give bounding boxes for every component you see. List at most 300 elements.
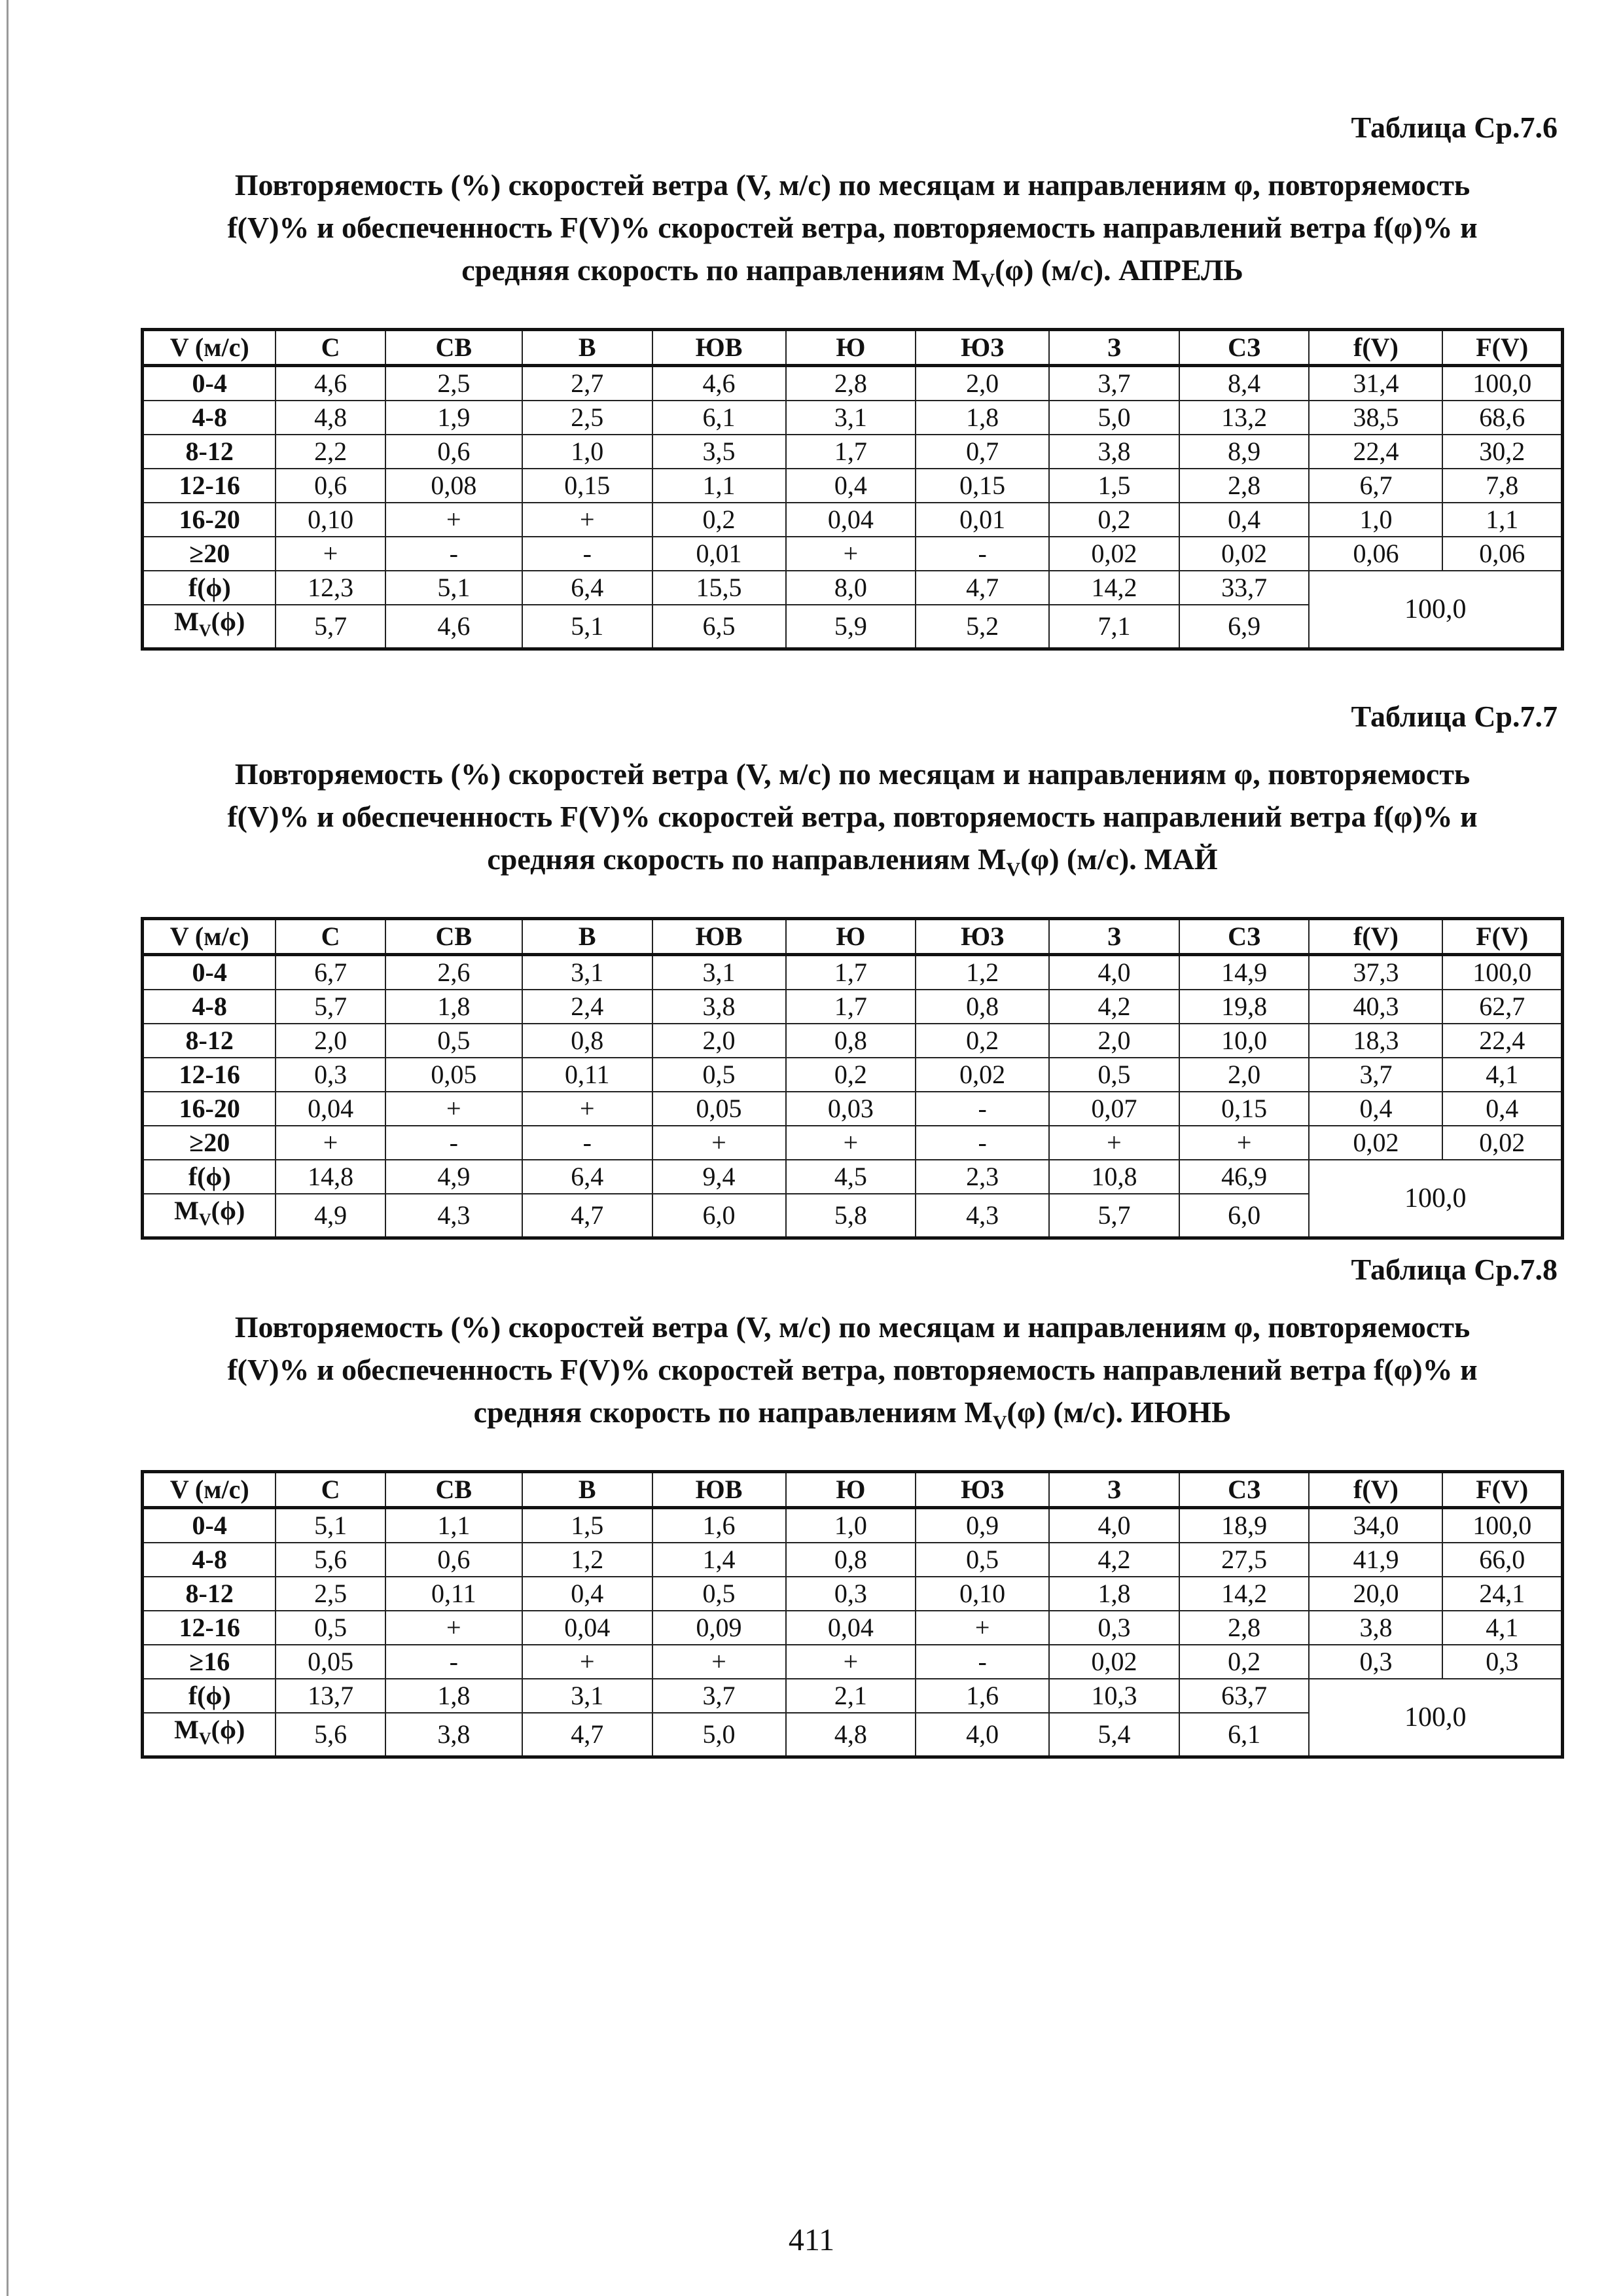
table-cell: 5,9: [786, 605, 916, 649]
table-cell: 2,0: [652, 1024, 786, 1058]
column-header: V (м/с): [143, 330, 276, 366]
row-header: 12-16: [143, 1058, 276, 1092]
column-header: С: [276, 1472, 385, 1508]
table-cell: 5,7: [276, 990, 385, 1024]
table-cell: 1,4: [652, 1543, 786, 1577]
table-cell: 0,02: [1049, 537, 1179, 571]
column-header: З: [1049, 919, 1179, 955]
table-cell: 5,0: [1049, 401, 1179, 435]
table-caption: [141, 1306, 1564, 1444]
table-cell: 5,1: [385, 571, 522, 605]
table-cell: 0,02: [1179, 537, 1310, 571]
row-header: ≥20: [143, 1126, 276, 1160]
row-header-part: (ϕ): [211, 607, 245, 637]
table-cell: +: [385, 503, 522, 537]
table-cell: 7,1: [1049, 605, 1179, 649]
table-cell: 38,5: [1309, 401, 1442, 435]
table-caption: [141, 753, 1564, 891]
table-cell: 12,3: [276, 571, 385, 605]
table-cell: -: [385, 1645, 522, 1679]
row-header-part: (ϕ): [211, 1715, 245, 1745]
row-header-part: (ϕ): [211, 1196, 245, 1226]
table-cell: 0,2: [652, 503, 786, 537]
table-cell: 1,9: [385, 401, 522, 435]
table-cell: 0,5: [916, 1543, 1049, 1577]
row-header: 4-8: [143, 401, 276, 435]
table-cell: 0,04: [276, 1092, 385, 1126]
direction-frequency-row: [143, 571, 1563, 605]
table-cell: 9,4: [652, 1160, 786, 1194]
table-cell: 1,7: [786, 990, 916, 1024]
column-header: ЮЗ: [916, 1472, 1049, 1508]
table-row: [143, 1611, 1563, 1645]
table-cell: 3,8: [1309, 1611, 1442, 1645]
caption-line: [141, 1391, 1564, 1444]
table-cell: 0,4: [786, 469, 916, 503]
table-row: [143, 537, 1563, 571]
table-cell: 4,6: [652, 366, 786, 401]
table-cell: 3,7: [1309, 1058, 1442, 1092]
table-cell: 0,05: [276, 1645, 385, 1679]
caption-subscript: V: [1006, 859, 1021, 881]
table-cell: 41,9: [1309, 1543, 1442, 1577]
table-cell: 0,8: [916, 990, 1049, 1024]
total-cell: 100,0: [1309, 571, 1562, 649]
caption-line: Повторяемость (%) скоростей ветра (V, м/с) по месяцам и направлениям φ, повторяемость: [234, 168, 1471, 202]
column-header: F(V): [1442, 919, 1562, 955]
direction-frequency-row: [143, 1160, 1563, 1194]
table-cell: 5,8: [786, 1194, 916, 1238]
header-row: [143, 919, 1563, 955]
row-header: [143, 1194, 276, 1238]
table-cell: 0,2: [916, 1024, 1049, 1058]
table-cell: 1,5: [1049, 469, 1179, 503]
table-cell: 0,3: [1049, 1611, 1179, 1645]
table-cell: 1,6: [652, 1508, 786, 1543]
table-cell: 0,01: [916, 503, 1049, 537]
table-cell: 0,4: [1179, 503, 1310, 537]
table-cell: 100,0: [1442, 1508, 1562, 1543]
table-cell: 0,7: [916, 435, 1049, 469]
row-header: 4-8: [143, 1543, 276, 1577]
column-header: З: [1049, 330, 1179, 366]
table-cell: 40,3: [1309, 990, 1442, 1024]
table-cell: 0,5: [385, 1024, 522, 1058]
table-cell: 3,7: [652, 1679, 786, 1713]
table-cell: 4,8: [276, 401, 385, 435]
caption-line: Повторяемость (%) скоростей ветра (V, м/с) по месяцам и направлениям φ, повторяемость: [234, 757, 1471, 791]
row-header: 0-4: [143, 1508, 276, 1543]
table-cell: 68,6: [1442, 401, 1562, 435]
table-cell: 1,0: [1309, 503, 1442, 537]
table-cell: 3,1: [522, 955, 652, 990]
table-cell: 0,3: [276, 1058, 385, 1092]
table-cell: 37,3: [1309, 955, 1442, 990]
table-cell: -: [522, 537, 652, 571]
table-cell: 0,02: [1442, 1126, 1562, 1160]
table-row: [143, 1126, 1563, 1160]
caption-subscript: V: [992, 1412, 1007, 1434]
row-header-part: M: [174, 1196, 199, 1226]
table-cell: 6,7: [276, 955, 385, 990]
table-cell: 1,1: [652, 469, 786, 503]
column-header: В: [522, 919, 652, 955]
table-cell: 0,07: [1049, 1092, 1179, 1126]
table-cell: 8,9: [1179, 435, 1310, 469]
row-header: 8-12: [143, 435, 276, 469]
column-header: ЮВ: [652, 919, 786, 955]
table-cell: 1,0: [786, 1508, 916, 1543]
table-row: [143, 990, 1563, 1024]
table-cell: 0,5: [652, 1577, 786, 1611]
wind-table: [141, 328, 1564, 651]
table-cell: 1,7: [786, 435, 916, 469]
table-cell: 2,8: [786, 366, 916, 401]
column-header: СВ: [385, 919, 522, 955]
column-header: СВ: [385, 1472, 522, 1508]
table-cell: -: [385, 1126, 522, 1160]
table-cell: 1,5: [522, 1508, 652, 1543]
table-cell: +: [276, 1126, 385, 1160]
table-row: [143, 366, 1563, 401]
table-cell: 0,4: [1309, 1092, 1442, 1126]
table-cell: 1,8: [385, 1679, 522, 1713]
column-header: Ю: [786, 330, 916, 366]
column-header: СЗ: [1179, 1472, 1310, 1508]
column-header: V (м/с): [143, 919, 276, 955]
table-cell: 0,02: [916, 1058, 1049, 1092]
table-cell: 0,04: [786, 1611, 916, 1645]
table-cell: 6,5: [652, 605, 786, 649]
caption-text-part: (φ) (м/с).: [995, 253, 1119, 287]
table-cell: 0,15: [916, 469, 1049, 503]
table-cell: 0,04: [522, 1611, 652, 1645]
table-cell: 0,04: [786, 503, 916, 537]
table-cell: 1,2: [522, 1543, 652, 1577]
row-header-part: M: [174, 607, 199, 637]
table-cell: 31,4: [1309, 366, 1442, 401]
column-header: f(V): [1309, 919, 1442, 955]
table-cell: 6,1: [652, 401, 786, 435]
column-header: С: [276, 330, 385, 366]
table-cell: 1,1: [385, 1508, 522, 1543]
table-cell: 6,4: [522, 1160, 652, 1194]
table-cell: 5,6: [276, 1543, 385, 1577]
table-cell: 4,3: [916, 1194, 1049, 1238]
table-cell: 0,3: [1309, 1645, 1442, 1679]
table-cell: 6,7: [1309, 469, 1442, 503]
table-cell: 0,10: [276, 503, 385, 537]
table-cell: 14,2: [1179, 1577, 1310, 1611]
header-row: [143, 1472, 1563, 1508]
table-cell: 0,01: [652, 537, 786, 571]
table-cell: 0,6: [385, 1543, 522, 1577]
table-cell: 3,1: [786, 401, 916, 435]
table-cell: 0,05: [385, 1058, 522, 1092]
table-cell: 2,0: [916, 366, 1049, 401]
table-cell: 27,5: [1179, 1543, 1310, 1577]
table-cell: 0,5: [1049, 1058, 1179, 1092]
table-cell: 2,5: [522, 401, 652, 435]
table-cell: 4,9: [385, 1160, 522, 1194]
table-cell: 0,6: [276, 469, 385, 503]
row-header: 12-16: [143, 469, 276, 503]
table-cell: 2,1: [786, 1679, 916, 1713]
table-section-june: [141, 1247, 1564, 1759]
table-cell: 14,2: [1049, 571, 1179, 605]
table-cell: 5,0: [652, 1713, 786, 1757]
table-row: [143, 955, 1563, 990]
row-header: 12-16: [143, 1611, 276, 1645]
row-header: 8-12: [143, 1577, 276, 1611]
table-cell: 0,4: [522, 1577, 652, 1611]
table-cell: 0,15: [1179, 1092, 1310, 1126]
table-cell: 6,0: [1179, 1194, 1310, 1238]
table-cell: 0,8: [786, 1024, 916, 1058]
scan-page-edge: [7, 0, 9, 2296]
table-cell: +: [1049, 1126, 1179, 1160]
row-header: ≥16: [143, 1645, 276, 1679]
table-cell: 2,0: [1179, 1058, 1310, 1092]
caption-line: [141, 249, 1564, 302]
column-header: F(V): [1442, 1472, 1562, 1508]
header-row: [143, 330, 1563, 366]
caption-month: ИЮНЬ: [1130, 1395, 1232, 1429]
table-cell: +: [522, 1645, 652, 1679]
table-cell: 0,2: [786, 1058, 916, 1092]
table-cell: 5,6: [276, 1713, 385, 1757]
table-row: [143, 401, 1563, 435]
caption-text-part: средняя скорость по направлениям M: [461, 253, 981, 287]
column-header: С: [276, 919, 385, 955]
column-header: ЮВ: [652, 330, 786, 366]
table-section-may: [141, 694, 1564, 1240]
table-cell: 0,3: [1442, 1645, 1562, 1679]
table-cell: -: [522, 1126, 652, 1160]
table-cell: +: [786, 1645, 916, 1679]
table-cell: 14,9: [1179, 955, 1310, 990]
table-cell: 0,06: [1309, 537, 1442, 571]
table-cell: 14,8: [276, 1160, 385, 1194]
caption-line: f(V)% и обеспеченность F(V)% скоростей ветра, повторяемость направлений ветра f(φ)% и: [227, 1353, 1478, 1386]
table-cell: 1,8: [1049, 1577, 1179, 1611]
row-header-subscript: V: [198, 1210, 211, 1230]
table-cell: 0,6: [385, 435, 522, 469]
table-cell: -: [385, 537, 522, 571]
table-cell: 4,0: [916, 1713, 1049, 1757]
direction-frequency-row: [143, 1679, 1563, 1713]
table-row: [143, 1577, 1563, 1611]
table-cell: 0,03: [786, 1092, 916, 1126]
table-cell: 20,0: [1309, 1577, 1442, 1611]
caption-line: Повторяемость (%) скоростей ветра (V, м/с) по месяцам и направлениям φ, повторяемость: [234, 1310, 1471, 1344]
table-cell: +: [786, 1126, 916, 1160]
table-cell: 2,8: [1179, 469, 1310, 503]
table-label: Таблица Ср.7.6: [1351, 111, 1558, 144]
table-cell: 62,7: [1442, 990, 1562, 1024]
table-cell: -: [916, 1126, 1049, 1160]
table-cell: 2,8: [1179, 1611, 1310, 1645]
table-cell: +: [786, 537, 916, 571]
table-cell: +: [385, 1092, 522, 1126]
table-cell: 3,1: [522, 1679, 652, 1713]
table-cell: 0,05: [652, 1092, 786, 1126]
table-cell: 2,5: [385, 366, 522, 401]
table-cell: 0,9: [916, 1508, 1049, 1543]
row-header: [143, 1713, 276, 1757]
table-row: [143, 1543, 1563, 1577]
total-cell: 100,0: [1309, 1160, 1562, 1238]
table-row: [143, 1058, 1563, 1092]
table-row: [143, 1092, 1563, 1126]
table-cell: +: [652, 1645, 786, 1679]
table-cell: 1,7: [786, 955, 916, 990]
row-header: 16-20: [143, 503, 276, 537]
column-header: СЗ: [1179, 330, 1310, 366]
table-cell: 8,0: [786, 571, 916, 605]
table-cell: 66,0: [1442, 1543, 1562, 1577]
row-header: f(ϕ): [143, 1679, 276, 1713]
table-cell: 8,4: [1179, 366, 1310, 401]
caption-text-part: (φ) (м/с).: [1020, 842, 1145, 876]
row-header: f(ϕ): [143, 571, 276, 605]
column-header: ЮЗ: [916, 919, 1049, 955]
table-cell: 3,7: [1049, 366, 1179, 401]
table-cell: 2,0: [1049, 1024, 1179, 1058]
table-cell: 0,2: [1179, 1645, 1310, 1679]
table-cell: 10,0: [1179, 1024, 1310, 1058]
table-cell: 4,7: [522, 1194, 652, 1238]
column-header: В: [522, 330, 652, 366]
row-header: 0-4: [143, 955, 276, 990]
table-cell: 2,0: [276, 1024, 385, 1058]
table-cell: +: [276, 537, 385, 571]
row-header: f(ϕ): [143, 1160, 276, 1194]
table-cell: 4,3: [385, 1194, 522, 1238]
table-cell: 1,0: [522, 435, 652, 469]
table-cell: 18,3: [1309, 1024, 1442, 1058]
table-cell: 13,7: [276, 1679, 385, 1713]
table-cell: 2,5: [276, 1577, 385, 1611]
table-cell: 4,1: [1442, 1611, 1562, 1645]
table-cell: 10,8: [1049, 1160, 1179, 1194]
table-cell: 2,6: [385, 955, 522, 990]
table-cell: 4,1: [1442, 1058, 1562, 1092]
table-caption: [141, 164, 1564, 302]
caption-month: МАЙ: [1144, 842, 1218, 876]
table-cell: 5,7: [276, 605, 385, 649]
table-row: [143, 435, 1563, 469]
row-header: [143, 605, 276, 649]
table-cell: 0,11: [522, 1058, 652, 1092]
table-cell: 0,10: [916, 1577, 1049, 1611]
table-cell: 4,5: [786, 1160, 916, 1194]
table-cell: 3,8: [652, 990, 786, 1024]
row-header-subscript: V: [198, 621, 211, 641]
table-cell: 33,7: [1179, 571, 1310, 605]
table-cell: 0,8: [786, 1543, 916, 1577]
table-cell: 10,3: [1049, 1679, 1179, 1713]
table-cell: 2,3: [916, 1160, 1049, 1194]
table-cell: 4,8: [786, 1713, 916, 1757]
table-cell: 19,8: [1179, 990, 1310, 1024]
column-header: Ю: [786, 919, 916, 955]
table-cell: 5,2: [916, 605, 1049, 649]
table-cell: 6,4: [522, 571, 652, 605]
table-cell: 0,11: [385, 1577, 522, 1611]
table-cell: 0,09: [652, 1611, 786, 1645]
table-row: [143, 1645, 1563, 1679]
caption-line: [141, 838, 1564, 891]
table-cell: 2,7: [522, 366, 652, 401]
table-cell: +: [385, 1611, 522, 1645]
table-cell: 0,2: [1049, 503, 1179, 537]
table-cell: 4,6: [276, 366, 385, 401]
caption-text-part: (φ) (м/с).: [1007, 1395, 1131, 1429]
column-header: F(V): [1442, 330, 1562, 366]
table-cell: 5,4: [1049, 1713, 1179, 1757]
table-cell: +: [522, 503, 652, 537]
table-cell: 22,4: [1442, 1024, 1562, 1058]
table-cell: 5,7: [1049, 1194, 1179, 1238]
table-section-april: [141, 105, 1564, 651]
table-row: [143, 469, 1563, 503]
row-header: ≥20: [143, 537, 276, 571]
table-row: [143, 503, 1563, 537]
column-header: V (м/с): [143, 1472, 276, 1508]
row-header: 8-12: [143, 1024, 276, 1058]
table-cell: 4,9: [276, 1194, 385, 1238]
table-cell: -: [916, 1092, 1049, 1126]
table-cell: 13,2: [1179, 401, 1310, 435]
caption-text-part: средняя скорость по направлениям M: [473, 1395, 993, 1429]
table-cell: 18,9: [1179, 1508, 1310, 1543]
table-cell: -: [916, 1645, 1049, 1679]
table-cell: 4,2: [1049, 1543, 1179, 1577]
table-cell: 3,5: [652, 435, 786, 469]
table-cell: 5,1: [276, 1508, 385, 1543]
table-cell: 5,1: [522, 605, 652, 649]
table-cell: 0,5: [276, 1611, 385, 1645]
table-cell: 0,5: [652, 1058, 786, 1092]
table-cell: 7,8: [1442, 469, 1562, 503]
table-cell: 0,4: [1442, 1092, 1562, 1126]
table-cell: 1,8: [916, 401, 1049, 435]
table-cell: 2,4: [522, 990, 652, 1024]
table-cell: 30,2: [1442, 435, 1562, 469]
table-label: Таблица Ср.7.8: [1351, 1253, 1558, 1286]
table-cell: 0,3: [786, 1577, 916, 1611]
table-cell: 15,5: [652, 571, 786, 605]
table-cell: 6,9: [1179, 605, 1310, 649]
table-cell: 0,06: [1442, 537, 1562, 571]
table-cell: 3,8: [385, 1713, 522, 1757]
table-cell: 3,1: [652, 955, 786, 990]
column-header: ЮЗ: [916, 330, 1049, 366]
row-header: 4-8: [143, 990, 276, 1024]
column-header: ЮВ: [652, 1472, 786, 1508]
caption-line: f(V)% и обеспеченность F(V)% скоростей ветра, повторяемость направлений ветра f(φ)% и: [227, 211, 1478, 244]
table-cell: 0,02: [1049, 1645, 1179, 1679]
column-header: f(V): [1309, 330, 1442, 366]
table-cell: 1,2: [916, 955, 1049, 990]
table-cell: 4,7: [916, 571, 1049, 605]
table-cell: +: [522, 1092, 652, 1126]
table-cell: 100,0: [1442, 955, 1562, 990]
table-cell: 4,2: [1049, 990, 1179, 1024]
column-header: В: [522, 1472, 652, 1508]
table-cell: 100,0: [1442, 366, 1562, 401]
